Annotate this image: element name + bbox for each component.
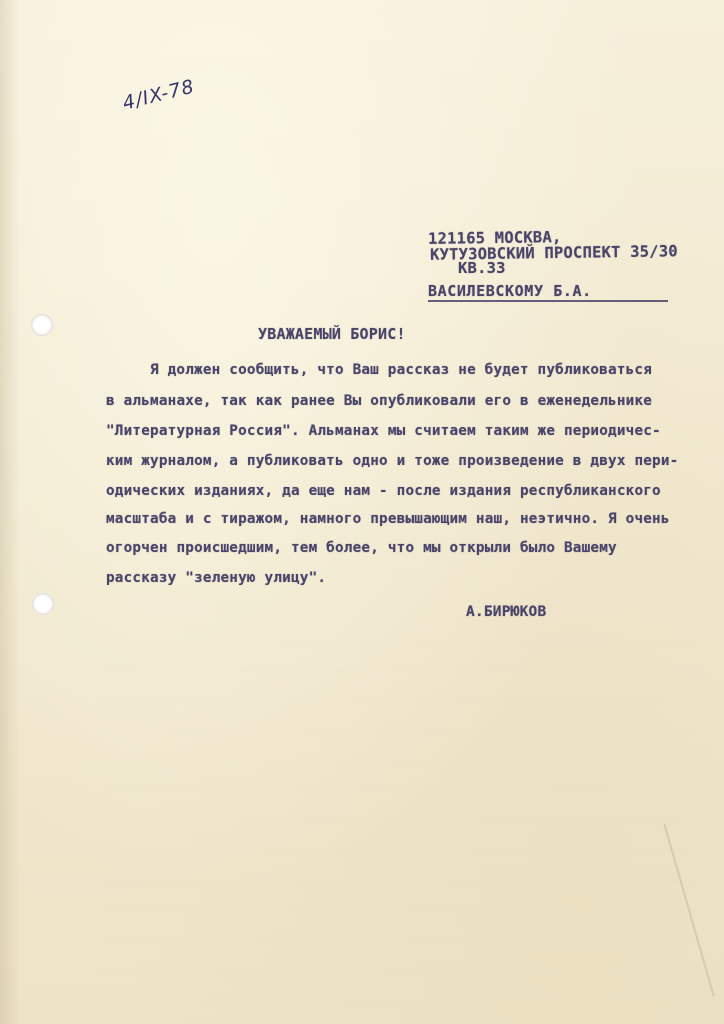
addressee-underline bbox=[428, 300, 668, 302]
body-line: в альманахе, так как ранее Вы опубликовали его в еженедельнике bbox=[106, 393, 653, 409]
punch-hole-top bbox=[31, 314, 53, 336]
body-line: масштаба и с тиражом, намного превышающим наш, неэтично. Я очень bbox=[106, 511, 670, 527]
body-line: рассказу "зеленую улицу". bbox=[106, 570, 327, 586]
paper-texture bbox=[100, 640, 700, 1010]
address-line-2: КУТУЗОВСКИЙ ПРОСПЕКТ 35/30 bbox=[429, 242, 678, 264]
address-line-3: КВ.33 bbox=[458, 259, 506, 277]
body-line: одических изданиях, да еще нам - после издания республиканского bbox=[106, 483, 661, 499]
punch-hole-bottom bbox=[32, 593, 54, 615]
address-line-1: 121165 МОСКВА, bbox=[427, 228, 562, 248]
signature: А.БИРЮКОВ bbox=[466, 604, 547, 620]
body-line: "Литературная Россия". Альманах мы считаем таким же периодичес- bbox=[106, 423, 661, 439]
salutation: УВАЖАЕМЫЙ БОРИС! bbox=[258, 325, 406, 343]
body-line: ким журналом, а публиковать одно и тоже произведение в двух пери- bbox=[106, 453, 679, 469]
body-line: огорчен происшедшим, тем более, что мы открыли было Вашему bbox=[106, 540, 617, 556]
page-edge-shadow bbox=[0, 0, 20, 1024]
body-line: Я должен сообщить, что Ваш рассказ не будет публиковаться bbox=[150, 362, 653, 378]
handwritten-date-note: 4/IX-78 bbox=[120, 75, 197, 115]
addressee-name: ВАСИЛЕВСКОМУ Б.А. bbox=[428, 282, 592, 300]
